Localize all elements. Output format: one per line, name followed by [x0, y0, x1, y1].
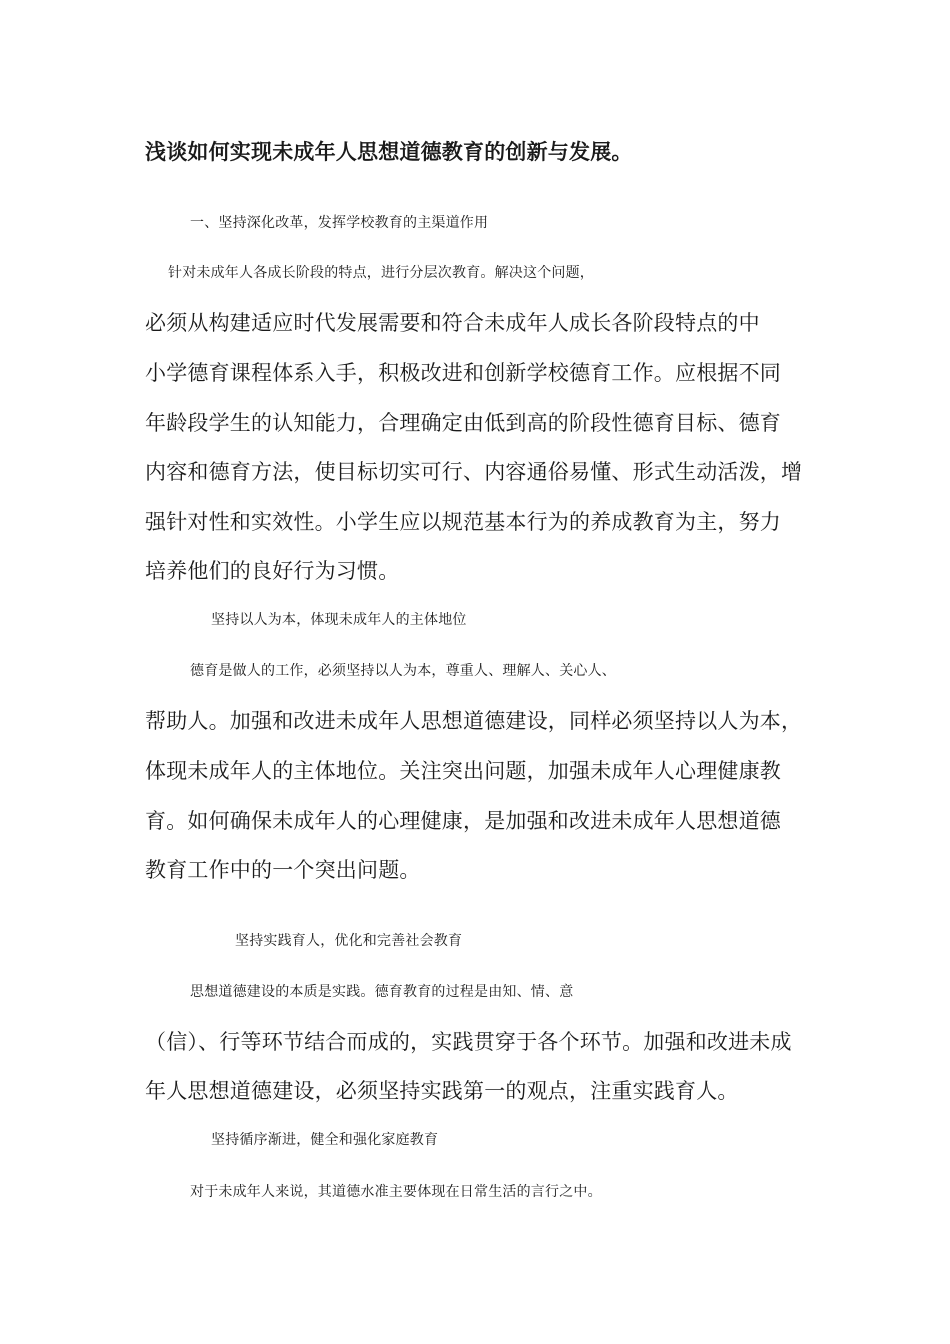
paragraph-line: 强针对性和实效性。小学生应以规范基本行为的养成教育为主，努力 [145, 510, 781, 534]
section-heading: 坚持以人为本，体现未成年人的主体地位 [211, 612, 467, 628]
paragraph-line: 必须从构建适应时代发展需要和符合未成年人成长各阶段特点的中 [145, 311, 760, 335]
section-heading: 坚持实践育人，优化和完善社会教育 [235, 933, 463, 949]
paragraph-line: 帮助人。加强和改进未成年人思想道德建设，同样必须坚持以人为本， [145, 709, 803, 733]
document-title: 浅谈如何实现未成年人思想道德教育的创新与发展。 [145, 140, 633, 164]
section-heading: 坚持循序渐进，健全和强化家庭教育 [211, 1132, 439, 1148]
paragraph-line: 内容和德育方法，使目标切实可行、内容通俗易懂、形式生动活泼，增 [145, 460, 803, 484]
paragraph-line: 德育是做人的工作，必须坚持以人为本，尊重人、理解人、关心人、 [190, 663, 616, 679]
paragraph-line: （信）、行等环节结合而成的，实践贯穿于各个环节。加强和改进未成 [145, 1030, 792, 1054]
paragraph-line: 小学德育课程体系入手，积极改进和创新学校德育工作。应根据不同 [145, 361, 781, 385]
paragraph-line: 体现未成年人的主体地位。关注突出问题，加强未成年人心理健康教 [145, 759, 781, 783]
paragraph-line: 年龄段学生的认知能力，合理确定由低到高的阶段性德育目标、德育 [145, 411, 781, 435]
paragraph-line: 对于未成年人来说，其道德水准主要体现在日常生活的言行之中。 [190, 1184, 602, 1200]
paragraph-line: 育。如何确保未成年人的心理健康，是加强和改进未成年人思想道德 [145, 809, 781, 833]
paragraph-line: 培养他们的良好行为习惯。 [145, 559, 400, 583]
paragraph-line: 针对未成年人各成长阶段的特点，进行分层次教育。解决这个问题， [168, 265, 594, 281]
section-heading: 一、坚持深化改革，发挥学校教育的主渠道作用 [190, 215, 489, 231]
paragraph-line: 年人思想道德建设，必须坚持实践第一的观点，注重实践育人。 [145, 1079, 739, 1103]
paragraph-line: 教育工作中的一个突出问题。 [145, 858, 421, 882]
paragraph-line: 思想道德建设的本质是实践。德育教育的过程是由知、情、意 [190, 984, 574, 1000]
